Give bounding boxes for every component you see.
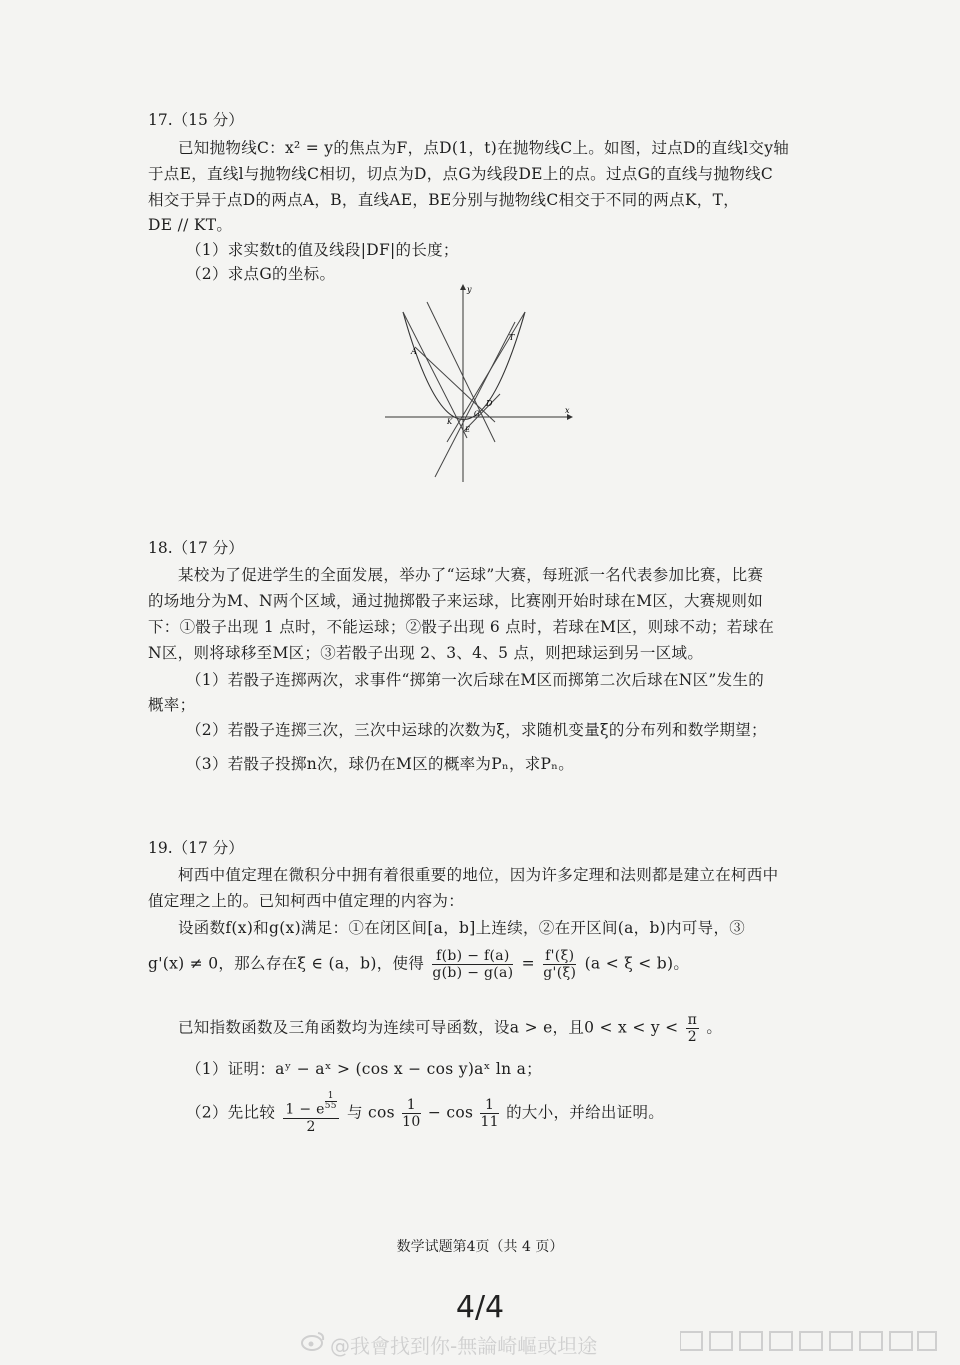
fraction-numerator: f'(ξ): [545, 948, 575, 964]
figure-label-d: D: [486, 399, 493, 408]
fraction-denominator: 2: [687, 1029, 698, 1045]
parabola-figure: [385, 282, 575, 482]
watermark-text: @我會找到你-無論崎嶇或坦途: [330, 1334, 598, 1358]
q19-header: 19.（17 分）: [148, 839, 244, 857]
q19-line: 柯西中值定理在微积分中拥有着很重要的地位，因为许多定理和法则都是建立在柯西中: [178, 866, 779, 884]
formula-condition: g'(x) ≠ 0，那么存在ξ ∈ (a，b)，使得: [148, 954, 425, 973]
q17-line: 已知抛物线C：x² = y的焦点为F，点D(1，t)在抛物线C上。如图，过点D的直线l交y轴: [178, 139, 790, 157]
figure-label-t: T: [509, 333, 515, 342]
fraction-denominator: g'(ξ): [543, 965, 577, 981]
q19-line: 设函数f(x)和g(x)满足：①在闭区间[a，b]上连续，②在开区间(a，b)内可导，③: [178, 919, 746, 937]
q18-part-3: （3）若骰子投掷n次，球仍在M区的概率为Pₙ，求Pₙ。: [186, 755, 575, 773]
figure-label-g: G: [474, 410, 480, 418]
q18-line: N区，则将球移至M区；③若骰子出现 2、3、4、5 点，则把球运到另一区域。: [148, 644, 704, 662]
fraction-left: [432, 948, 513, 981]
figure-label-k: K: [447, 418, 453, 426]
q19-part-1: （1）证明：aʸ − aˣ > (cos x − cos y)aˣ ln a；: [186, 1060, 542, 1078]
given-text: 已知指数函数及三角函数均为连续可导函数，设a > e，且0 < x < y <: [178, 1018, 679, 1037]
q19-line: 值定理之上的。已知柯西中值定理的内容为：: [148, 892, 465, 910]
q18-line: 某校为了促进学生的全面发展，举办了“运球”大赛，每班派一名代表参加比赛，比赛: [178, 566, 764, 584]
exp-base: 1 − e: [285, 1101, 325, 1118]
exponent-fraction: [325, 1092, 337, 1111]
exponent-denominator: 55: [324, 1101, 337, 1111]
q17-line: 相交于异于点D的两点A，B，直线AE，BE分别与抛物线C相交于不同的两点K，T，: [148, 191, 740, 209]
figure-label-a: A: [411, 347, 417, 356]
formula-range: (a < ξ < b)。: [584, 954, 690, 973]
q18-part-1: （1）若骰子连掷两次，求事件“掷第一次后球在M区而掷第二次后球在N区”发生的: [186, 671, 765, 689]
pi-half-fraction: [686, 1012, 700, 1045]
figure-label-y: y: [467, 285, 472, 294]
given-end: 。: [706, 1018, 723, 1037]
page-footer: 数学试题第4页（共 4 页）: [396, 1239, 564, 1255]
fraction-numerator: [283, 1092, 338, 1119]
part2-minus: − cos: [427, 1103, 474, 1122]
fraction-right: [543, 948, 576, 981]
q17-line: 于点E，直线l与抛物线C相切，切点为D，点G为线段DE上的点。过点G的直线与抛物线C: [148, 165, 774, 183]
q17-part-2: （2）求点G的坐标。: [186, 265, 336, 283]
part2-suffix: 的大小，并给出证明。: [506, 1103, 665, 1122]
cauchy-formula-line: [148, 948, 689, 981]
q18-header: 18.（17 分）: [148, 539, 244, 557]
q18-part-2: （2）若骰子连掷三次，三次中运球的次数为ξ，求随机变量ξ的分布列和数学期望；: [186, 721, 767, 739]
fraction-numerator: 1: [402, 1097, 420, 1114]
fraction-numerator: f(b) − f(a): [432, 948, 513, 965]
exp-fraction: [283, 1092, 338, 1135]
watermark-decoration: [680, 1330, 940, 1354]
fraction-numerator: 1: [480, 1097, 498, 1114]
fraction-denominator: 2: [306, 1118, 316, 1135]
exponent-numerator: 1: [325, 1092, 337, 1102]
fraction-numerator: π: [687, 1012, 698, 1028]
q18-line: 下：①骰子出现 1 点时，不能运球；②骰子出现 6 点时，若球在M区，则球不动；若球在: [148, 618, 775, 636]
fraction-denominator: g(b) − g(a): [432, 965, 514, 981]
cos-fraction-1: [402, 1097, 420, 1130]
fraction-denominator: 11: [480, 1113, 499, 1130]
q19-part-2: [186, 1092, 664, 1135]
page-number: 4/4: [455, 1290, 505, 1325]
q18-line: 的场地分为M、N两个区域，通过抛掷骰子来运球，比赛刚开始时球在M区，大赛规则如: [148, 592, 764, 610]
cos-fraction-2: [480, 1097, 498, 1130]
weibo-logo-icon: [300, 1330, 326, 1352]
figure-label-x: x: [565, 406, 570, 415]
fraction-denominator: 10: [402, 1113, 421, 1130]
part2-mid: 与 cos: [347, 1103, 395, 1122]
q17-header: 17.（15 分）: [148, 111, 244, 129]
q17-line: DE // KT。: [148, 216, 233, 234]
q19-given: [178, 1012, 722, 1045]
q17-part-1: （1）求实数t的值及线段|DF|的长度；: [186, 241, 459, 259]
q18-part-1-cont: 概率；: [148, 696, 196, 714]
part2-prefix: （2）先比较: [186, 1103, 276, 1122]
figure-label-e: E: [465, 426, 471, 434]
equals-sign: =: [521, 954, 535, 973]
